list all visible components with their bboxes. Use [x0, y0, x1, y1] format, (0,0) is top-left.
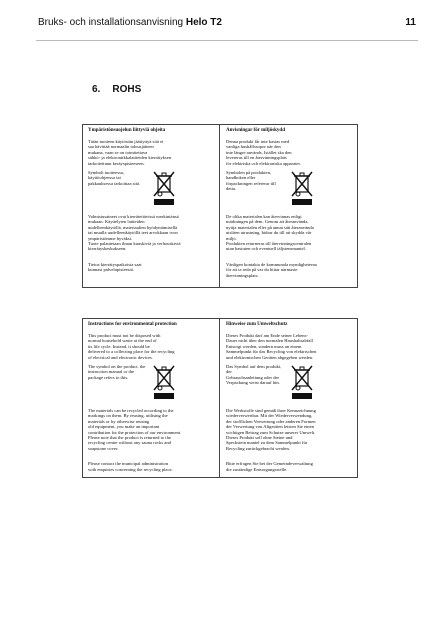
swedish-symbol-text: Symbolen på produkten, handboken eller förpackningen refererar till detta.: [226, 170, 276, 192]
swedish-symbol-row: [226, 170, 353, 206]
english-paragraph-2: The materials can be recycled according to the markings on them. By reusing, utilising the materials or by otherwise reusing old equipment, you make an important contribution for the protection of our environment. Please note that the product is returned to the recycling centre without any sauna rocks and soapstone cover.: [88, 408, 182, 451]
product-name: Helo T2: [185, 17, 222, 28]
finnish-symbol-text: Symboli tuotteessa, käyttöohjeessa tai pakkauksessa tarkoittaa sitä.: [88, 170, 141, 186]
finnish-paragraph-2: Valmistusaineet ovat kierrätettävissä merkintänsä mukaan. Käyttelyten laitteiden uudelleenkäytöllä, materiaalien hyödyntämisellä tai muulla uudelleenkäytöllä teet arvokkaan tvon ympäristömme hyväksi. Tuote palautetaan ilman kuuskiviä ja verhouskiviä kierrätyskeskukseen.: [88, 214, 181, 252]
english-symbol-text: The symbol on the product, the instruction manual or the package refers to this.: [88, 364, 146, 380]
document-title-prefix: Bruks- och installationsanvisning: [38, 17, 186, 28]
german-paragraph-1: Dieses Produkt darf am Ende seiner Lebens- Dauer nicht über den normalen Haushaltsabfall Entsorgt werden, sondern muss an einem Sammelpunkt für das Recycling von elektrischen und elektronischen Geräten abgegeben werden.: [226, 333, 317, 360]
crossed-out-wheelie-bin-icon: [290, 364, 314, 400]
swedish-paragraph-3: Vänligen kontakta de kommunala myndigheterna för att ta reda på var du hittar närmaste återvinningsplats.: [226, 261, 317, 278]
german-heading: Hinweise zum Umweltschutz: [226, 322, 288, 327]
swedish-column: [221, 125, 358, 287]
swedish-heading: Anvisningar för miljöskydd: [226, 128, 285, 133]
finnish-symbol-row: [88, 170, 214, 206]
english-symbol-row: [88, 364, 214, 400]
finnish-paragraph-3: Tietoa kierrätyspaikoista saat kunnasi palvelupisteestä.: [88, 261, 142, 273]
crossed-out-wheelie-bin-icon: [152, 170, 176, 206]
finnish-column: [83, 125, 220, 287]
finnish-heading: Ympäristönsuojelun liittyviä ohjeita: [88, 128, 166, 133]
environment-notice-box-fi-sv: [82, 124, 358, 288]
document-title: [38, 17, 222, 28]
finnish-paragraph-1: Tätän tuotteen käytöstän jäättyttyä sitä ei saa hävittää normaalin talousjätteen mukana, vaan se on toimitettava sähkö- ja elektroniikkalaitteiden kierrätyksen tarkoitettuun keräyspisteeseen.: [88, 139, 172, 166]
english-heading: Instructions for environmental protection: [88, 322, 177, 327]
swedish-paragraph-2: De olika materialen kan återvinnas enligt märkningen på dem. Genom att återanvända, nyttja materialen eller på annat sätt återanvända utsliten utrustning, bidrar du till att skydda vår miljö. Produkten returneras till återvinningscentralen utan bastuten och eventuell täljstensmantel.: [226, 214, 314, 252]
german-column: [221, 319, 358, 477]
german-paragraph-2: Die Werkstoffe sind gemäß ihrer Kennzeichnung wiederverwertbar. Mit der Wiederverwendung, der stofflichen Verwertung oder anderen Formen der Verwertung von Altgeräten leisten Sie einen wichtigen Beitrag zum Schutze unserer Umwelt. Dieses Produkt soll ohne Steine und Speckstein mantel zu dem Sammelpunkt für Recycling zurückgebracht werden.: [226, 408, 316, 451]
crossed-out-wheelie-bin-icon: [152, 364, 176, 400]
german-symbol-text: Das Symbol auf dem produkt, der Gebrauchsanleitung oder der Verpackung weist darauf hin.: [226, 364, 282, 386]
english-paragraph-3: Please contact the municipal administration with enquiries concerning the recycling place.: [88, 461, 173, 472]
environment-notice-box-en-de: [82, 318, 358, 478]
english-column: [83, 319, 220, 477]
header-divider: [36, 40, 418, 41]
page-number: 11: [405, 17, 416, 28]
section-number: 6.: [92, 84, 101, 95]
section-title: ROHS: [112, 84, 142, 95]
german-symbol-row: [226, 364, 353, 400]
crossed-out-wheelie-bin-icon: [290, 170, 314, 206]
swedish-paragraph-1: Denna produkt får inte kastas med vanliga hushållssopor när den inte längre används. Istället ska den levereras till en återvinningsplats för elektriska och elektroniska apparater.: [226, 139, 301, 166]
section-heading: [92, 84, 141, 95]
german-paragraph-3: Bitte erfragen Sie bei der Gemeindeverwaltung die zuständige Entsorgungsstelle.: [226, 461, 313, 472]
english-paragraph-1: This product must not be disposed with normal household waste at the end of its life cycle. Instead, it should be delivered to a collecting place for the recycling of electrical and electronic devices.: [88, 333, 175, 360]
